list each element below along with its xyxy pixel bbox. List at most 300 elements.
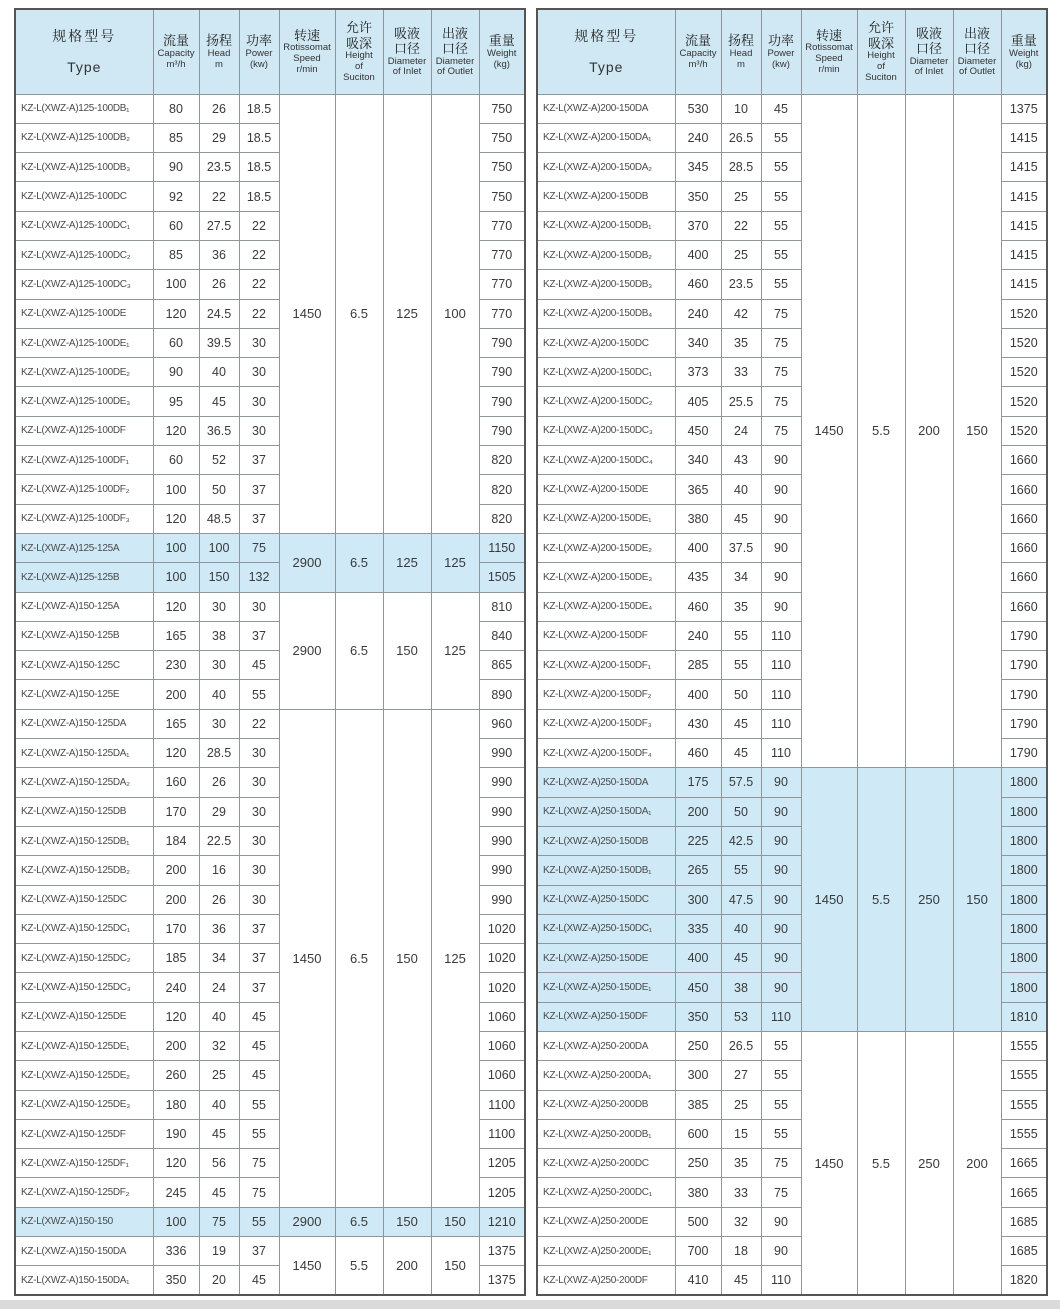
capacity-cell: 90 (153, 153, 199, 182)
head-cell: 56 (199, 1149, 239, 1178)
weight-cell: 865 (479, 651, 525, 680)
weight-cell: 1800 (1001, 973, 1047, 1002)
head-cell: 33 (721, 358, 761, 387)
inlet-diameter-cell: 150 (383, 592, 431, 709)
capacity-cell: 450 (675, 973, 721, 1002)
power-cell: 90 (761, 475, 801, 504)
head-cell: 36.5 (199, 416, 239, 445)
type-cell: KZ-L(XWZ-A)250-150DC (537, 885, 675, 914)
speed-cell: 1450 (801, 1032, 857, 1296)
type-cell: KZ-L(XWZ-A)200-150DF₄ (537, 739, 675, 768)
type-cell: KZ-L(XWZ-A)250-150DA (537, 768, 675, 797)
inlet-diameter-cell: 200 (905, 94, 953, 768)
suction-height-cell: 5.5 (857, 94, 905, 768)
head-cell: 50 (721, 680, 761, 709)
capacity-cell: 240 (153, 973, 199, 1002)
head-cell: 36 (199, 914, 239, 943)
power-cell: 22 (239, 270, 279, 299)
type-cell: KZ-L(XWZ-A)250-200DC (537, 1149, 675, 1178)
head-cell: 45 (199, 387, 239, 416)
power-cell: 75 (239, 1178, 279, 1207)
type-cell: KZ-L(XWZ-A)150-125DF₁ (15, 1149, 153, 1178)
head-cell: 15 (721, 1119, 761, 1148)
weight-cell: 1800 (1001, 768, 1047, 797)
power-cell: 132 (239, 563, 279, 592)
type-cell: KZ-L(XWZ-A)250-150DF (537, 1002, 675, 1031)
head-cell: 22.5 (199, 826, 239, 855)
head-cell: 75 (199, 1207, 239, 1236)
speed-cell: 2900 (279, 533, 335, 592)
head-cell: 42 (721, 299, 761, 328)
head-cell: 57.5 (721, 768, 761, 797)
type-cell: KZ-L(XWZ-A)250-150DB (537, 826, 675, 855)
type-cell: KZ-L(XWZ-A)250-200DB (537, 1090, 675, 1119)
power-cell: 55 (761, 1032, 801, 1061)
capacity-cell: 120 (153, 504, 199, 533)
power-cell: 55 (761, 182, 801, 211)
head-cell: 35 (721, 328, 761, 357)
weight-cell: 1505 (479, 563, 525, 592)
head-cell: 55 (721, 856, 761, 885)
type-cell: KZ-L(XWZ-A)200-150DC₂ (537, 387, 675, 416)
type-cell: KZ-L(XWZ-A)125-125B (15, 563, 153, 592)
capacity-cell: 200 (675, 797, 721, 826)
weight-cell: 1415 (1001, 240, 1047, 269)
power-cell: 45 (239, 1061, 279, 1090)
weight-cell: 1060 (479, 1002, 525, 1031)
power-cell: 22 (239, 211, 279, 240)
weight-cell: 1415 (1001, 153, 1047, 182)
column-header-capacity: 流量 Capacity m³/h (153, 9, 199, 94)
head-cell: 25 (721, 182, 761, 211)
type-cell: KZ-L(XWZ-A)200-150DE₁ (537, 504, 675, 533)
weight-cell: 1800 (1001, 944, 1047, 973)
power-cell: 90 (761, 856, 801, 885)
capacity-cell: 500 (675, 1207, 721, 1236)
capacity-cell: 200 (153, 885, 199, 914)
head-cell: 25 (721, 1090, 761, 1119)
capacity-cell: 300 (675, 885, 721, 914)
capacity-cell: 90 (153, 358, 199, 387)
capacity-cell: 230 (153, 651, 199, 680)
pump-spec-table-right (536, 8, 1048, 1296)
head-cell: 28.5 (721, 153, 761, 182)
column-header-weight: 重量 Weight (kg) (1001, 9, 1047, 94)
capacity-cell: 350 (675, 182, 721, 211)
outlet-diameter-cell: 100 (431, 94, 479, 533)
capacity-cell: 100 (153, 563, 199, 592)
weight-cell: 1020 (479, 944, 525, 973)
suction-height-cell: 6.5 (335, 533, 383, 592)
weight-cell: 1375 (1001, 94, 1047, 123)
column-header-power: 功率 Power (kw) (761, 9, 801, 94)
head-cell: 19 (199, 1237, 239, 1266)
weight-cell: 1060 (479, 1032, 525, 1061)
outlet-diameter-cell: 125 (431, 709, 479, 1207)
outlet-diameter-cell: 150 (431, 1207, 479, 1236)
power-cell: 22 (239, 709, 279, 738)
inlet-diameter-cell: 250 (905, 768, 953, 1032)
capacity-cell: 184 (153, 826, 199, 855)
outlet-diameter-cell: 200 (953, 1032, 1001, 1296)
weight-cell: 1800 (1001, 826, 1047, 855)
weight-cell: 1520 (1001, 387, 1047, 416)
power-cell: 90 (761, 504, 801, 533)
power-cell: 30 (239, 739, 279, 768)
power-cell: 55 (239, 680, 279, 709)
weight-cell: 1415 (1001, 123, 1047, 152)
type-cell: KZ-L(XWZ-A)150-125DC₂ (15, 944, 153, 973)
head-cell: 34 (721, 563, 761, 592)
column-header-speed: 转速 Rotissomat Speed r/min (279, 9, 335, 94)
power-cell: 75 (239, 1149, 279, 1178)
capacity-cell: 260 (153, 1061, 199, 1090)
power-cell: 90 (761, 768, 801, 797)
column-header-inlet: 吸液口径 Diameter of Inlet (905, 9, 953, 94)
power-cell: 90 (761, 1207, 801, 1236)
head-cell: 27.5 (199, 211, 239, 240)
type-cell: KZ-L(XWZ-A)250-150DE₁ (537, 973, 675, 1002)
type-cell: KZ-L(XWZ-A)125-100DE₃ (15, 387, 153, 416)
weight-cell: 1520 (1001, 358, 1047, 387)
capacity-cell: 200 (153, 856, 199, 885)
head-cell: 40 (199, 1090, 239, 1119)
weight-cell: 1660 (1001, 475, 1047, 504)
type-cell: KZ-L(XWZ-A)125-100DF₃ (15, 504, 153, 533)
table-row (15, 94, 525, 123)
weight-cell: 790 (479, 387, 525, 416)
capacity-cell: 365 (675, 475, 721, 504)
power-cell: 75 (761, 387, 801, 416)
head-cell: 24 (199, 973, 239, 1002)
head-cell: 45 (721, 504, 761, 533)
capacity-cell: 120 (153, 592, 199, 621)
weight-cell: 1205 (479, 1178, 525, 1207)
weight-cell: 990 (479, 856, 525, 885)
weight-cell: 1375 (479, 1266, 525, 1295)
type-cell: KZ-L(XWZ-A)150-150DA (15, 1237, 153, 1266)
capacity-cell: 120 (153, 1002, 199, 1031)
type-cell: KZ-L(XWZ-A)250-150DB₁ (537, 856, 675, 885)
head-cell: 33 (721, 1178, 761, 1207)
capacity-cell: 100 (153, 1207, 199, 1236)
weight-cell: 1790 (1001, 709, 1047, 738)
type-cell: KZ-L(XWZ-A)200-150DF (537, 621, 675, 650)
type-cell: KZ-L(XWZ-A)200-150DB₃ (537, 270, 675, 299)
head-cell: 32 (721, 1207, 761, 1236)
power-cell: 90 (761, 446, 801, 475)
head-cell: 26 (199, 768, 239, 797)
type-cell: KZ-L(XWZ-A)150-125DC₁ (15, 914, 153, 943)
head-cell: 52 (199, 446, 239, 475)
type-cell: KZ-L(XWZ-A)125-100DB₃ (15, 153, 153, 182)
weight-cell: 810 (479, 592, 525, 621)
power-cell: 55 (761, 270, 801, 299)
weight-cell: 750 (479, 123, 525, 152)
weight-cell: 1790 (1001, 739, 1047, 768)
header-row (537, 9, 1047, 94)
inlet-diameter-cell: 125 (383, 94, 431, 533)
power-cell: 45 (239, 1002, 279, 1031)
inlet-diameter-cell: 125 (383, 533, 431, 592)
capacity-cell: 340 (675, 446, 721, 475)
column-header-head: 扬程 Head m (199, 9, 239, 94)
type-cell: KZ-L(XWZ-A)250-200DE₁ (537, 1237, 675, 1266)
power-cell: 37 (239, 944, 279, 973)
weight-cell: 1800 (1001, 914, 1047, 943)
type-cell: KZ-L(XWZ-A)150-125DE₂ (15, 1061, 153, 1090)
weight-cell: 1415 (1001, 182, 1047, 211)
capacity-cell: 160 (153, 768, 199, 797)
power-cell: 75 (761, 1178, 801, 1207)
type-cell: KZ-L(XWZ-A)150-125B (15, 621, 153, 650)
capacity-cell: 175 (675, 768, 721, 797)
power-cell: 75 (761, 416, 801, 445)
column-header-suction: 允许吸深 Height of Suciton (335, 9, 383, 94)
capacity-cell: 373 (675, 358, 721, 387)
head-cell: 100 (199, 533, 239, 562)
type-cell: KZ-L(XWZ-A)150-125DF (15, 1119, 153, 1148)
power-cell: 90 (761, 1237, 801, 1266)
type-cell: KZ-L(XWZ-A)125-100DB₁ (15, 94, 153, 123)
weight-cell: 1100 (479, 1090, 525, 1119)
speed-cell: 1450 (279, 709, 335, 1207)
capacity-cell: 180 (153, 1090, 199, 1119)
column-header-speed: 转速 Rotissomat Speed r/min (801, 9, 857, 94)
weight-cell: 1520 (1001, 299, 1047, 328)
power-cell: 30 (239, 328, 279, 357)
power-cell: 110 (761, 651, 801, 680)
type-cell: KZ-L(XWZ-A)150-150DA₁ (15, 1266, 153, 1295)
weight-cell: 990 (479, 768, 525, 797)
head-cell: 28.5 (199, 739, 239, 768)
capacity-cell: 265 (675, 856, 721, 885)
capacity-cell: 460 (675, 739, 721, 768)
suction-height-cell: 6.5 (335, 1207, 383, 1236)
power-cell: 110 (761, 1266, 801, 1295)
capacity-cell: 190 (153, 1119, 199, 1148)
head-cell: 20 (199, 1266, 239, 1295)
power-cell: 22 (239, 299, 279, 328)
power-cell: 90 (761, 944, 801, 973)
type-cell: KZ-L(XWZ-A)200-150DA₁ (537, 123, 675, 152)
type-cell: KZ-L(XWZ-A)150-125DB₁ (15, 826, 153, 855)
capacity-cell: 225 (675, 826, 721, 855)
table-row (15, 1237, 525, 1266)
type-cell: KZ-L(XWZ-A)125-100DF (15, 416, 153, 445)
capacity-cell: 285 (675, 651, 721, 680)
capacity-cell: 100 (153, 475, 199, 504)
head-cell: 40 (721, 914, 761, 943)
capacity-cell: 250 (675, 1149, 721, 1178)
weight-cell: 1555 (1001, 1032, 1047, 1061)
capacity-cell: 350 (153, 1266, 199, 1295)
type-cell: KZ-L(XWZ-A)125-100DF₁ (15, 446, 153, 475)
type-cell: KZ-L(XWZ-A)200-150DB (537, 182, 675, 211)
speed-cell: 2900 (279, 592, 335, 709)
type-cell: KZ-L(XWZ-A)250-200DA₁ (537, 1061, 675, 1090)
capacity-cell: 200 (153, 1032, 199, 1061)
head-cell: 45 (721, 739, 761, 768)
speed-cell: 1450 (801, 768, 857, 1032)
capacity-cell: 430 (675, 709, 721, 738)
head-cell: 18 (721, 1237, 761, 1266)
capacity-cell: 250 (675, 1032, 721, 1061)
capacity-cell: 385 (675, 1090, 721, 1119)
capacity-cell: 460 (675, 270, 721, 299)
type-cell: KZ-L(XWZ-A)125-100DC₃ (15, 270, 153, 299)
type-cell: KZ-L(XWZ-A)125-100DC₂ (15, 240, 153, 269)
column-header-head: 扬程 Head m (721, 9, 761, 94)
head-cell: 45 (199, 1119, 239, 1148)
type-cell: KZ-L(XWZ-A)250-200DC₁ (537, 1178, 675, 1207)
weight-cell: 1665 (1001, 1178, 1047, 1207)
capacity-cell: 60 (153, 211, 199, 240)
head-cell: 43 (721, 446, 761, 475)
head-cell: 26.5 (721, 1032, 761, 1061)
power-cell: 110 (761, 709, 801, 738)
weight-cell: 1210 (479, 1207, 525, 1236)
weight-cell: 1790 (1001, 680, 1047, 709)
power-cell: 90 (761, 885, 801, 914)
type-cell: KZ-L(XWZ-A)125-125A (15, 533, 153, 562)
weight-cell: 1375 (479, 1237, 525, 1266)
power-cell: 45 (239, 1266, 279, 1295)
type-cell: KZ-L(XWZ-A)200-150DA (537, 94, 675, 123)
speed-cell: 1450 (279, 1237, 335, 1296)
head-cell: 24.5 (199, 299, 239, 328)
type-cell: KZ-L(XWZ-A)150-125DC₃ (15, 973, 153, 1002)
suction-height-cell: 6.5 (335, 709, 383, 1207)
type-cell: KZ-L(XWZ-A)150-125DB₂ (15, 856, 153, 885)
power-cell: 75 (761, 328, 801, 357)
power-cell: 55 (239, 1090, 279, 1119)
power-cell: 37 (239, 504, 279, 533)
head-cell: 32 (199, 1032, 239, 1061)
suction-height-cell: 6.5 (335, 592, 383, 709)
weight-cell: 1660 (1001, 504, 1047, 533)
capacity-cell: 165 (153, 709, 199, 738)
head-cell: 45 (721, 1266, 761, 1295)
type-cell: KZ-L(XWZ-A)125-100DE₂ (15, 358, 153, 387)
capacity-cell: 240 (675, 123, 721, 152)
type-cell: KZ-L(XWZ-A)150-125DE₁ (15, 1032, 153, 1061)
head-cell: 34 (199, 944, 239, 973)
power-cell: 22 (239, 240, 279, 269)
weight-cell: 770 (479, 211, 525, 240)
weight-cell: 750 (479, 94, 525, 123)
table-row (15, 533, 525, 562)
head-cell: 25 (721, 240, 761, 269)
weight-cell: 1555 (1001, 1090, 1047, 1119)
power-cell: 55 (761, 153, 801, 182)
head-cell: 26 (199, 94, 239, 123)
power-cell: 30 (239, 797, 279, 826)
weight-cell: 1800 (1001, 856, 1047, 885)
suction-height-cell: 5.5 (857, 1032, 905, 1296)
type-cell: KZ-L(XWZ-A)150-125DB (15, 797, 153, 826)
head-cell: 47.5 (721, 885, 761, 914)
power-cell: 30 (239, 358, 279, 387)
capacity-cell: 335 (675, 914, 721, 943)
weight-cell: 1520 (1001, 328, 1047, 357)
head-cell: 45 (721, 709, 761, 738)
column-header-outlet: 出液口径 Diameter of Outlet (953, 9, 1001, 94)
capacity-cell: 345 (675, 153, 721, 182)
pump-spec-table-left (14, 8, 526, 1296)
table-row (537, 94, 1047, 123)
power-cell: 37 (239, 621, 279, 650)
outlet-diameter-cell: 125 (431, 592, 479, 709)
capacity-cell: 240 (675, 621, 721, 650)
type-cell: KZ-L(XWZ-A)200-150DE (537, 475, 675, 504)
power-cell: 90 (761, 592, 801, 621)
type-cell: KZ-L(XWZ-A)125-100DF₂ (15, 475, 153, 504)
capacity-cell: 460 (675, 592, 721, 621)
type-cell: KZ-L(XWZ-A)150-125A (15, 592, 153, 621)
capacity-cell: 530 (675, 94, 721, 123)
type-cell: KZ-L(XWZ-A)250-150DA₁ (537, 797, 675, 826)
power-cell: 55 (761, 123, 801, 152)
weight-cell: 890 (479, 680, 525, 709)
weight-cell: 820 (479, 475, 525, 504)
head-cell: 36 (199, 240, 239, 269)
weight-cell: 770 (479, 240, 525, 269)
capacity-cell: 170 (153, 914, 199, 943)
head-cell: 26.5 (721, 123, 761, 152)
weight-cell: 1150 (479, 533, 525, 562)
type-cell: KZ-L(XWZ-A)200-150DC (537, 328, 675, 357)
head-cell: 39.5 (199, 328, 239, 357)
power-cell: 18.5 (239, 123, 279, 152)
head-cell: 42.5 (721, 826, 761, 855)
head-cell: 150 (199, 563, 239, 592)
capacity-cell: 60 (153, 446, 199, 475)
power-cell: 18.5 (239, 94, 279, 123)
outlet-diameter-cell: 150 (953, 768, 1001, 1032)
weight-cell: 750 (479, 153, 525, 182)
capacity-cell: 350 (675, 1002, 721, 1031)
weight-cell: 750 (479, 182, 525, 211)
weight-cell: 1685 (1001, 1207, 1047, 1236)
power-cell: 30 (239, 592, 279, 621)
column-header-type: 规格型号 Type (15, 9, 153, 94)
type-cell: KZ-L(XWZ-A)250-150DE (537, 944, 675, 973)
weight-cell: 1800 (1001, 797, 1047, 826)
capacity-cell: 120 (153, 739, 199, 768)
capacity-cell: 100 (153, 533, 199, 562)
weight-cell: 1800 (1001, 885, 1047, 914)
type-cell: KZ-L(XWZ-A)125-100DC₁ (15, 211, 153, 240)
weight-cell: 1100 (479, 1119, 525, 1148)
power-cell: 55 (761, 1119, 801, 1148)
column-header-type: 规格型号 Type (537, 9, 675, 94)
power-cell: 18.5 (239, 182, 279, 211)
speed-cell: 2900 (279, 1207, 335, 1236)
capacity-cell: 60 (153, 328, 199, 357)
type-cell: KZ-L(XWZ-A)150-150 (15, 1207, 153, 1236)
type-cell: KZ-L(XWZ-A)150-125E (15, 680, 153, 709)
weight-cell: 790 (479, 416, 525, 445)
type-cell: KZ-L(XWZ-A)125-100DC (15, 182, 153, 211)
capacity-cell: 410 (675, 1266, 721, 1295)
head-cell: 53 (721, 1002, 761, 1031)
type-cell: KZ-L(XWZ-A)200-150DE₃ (537, 563, 675, 592)
head-cell: 30 (199, 709, 239, 738)
speed-cell: 1450 (279, 94, 335, 533)
power-cell: 90 (761, 797, 801, 826)
power-cell: 45 (761, 94, 801, 123)
